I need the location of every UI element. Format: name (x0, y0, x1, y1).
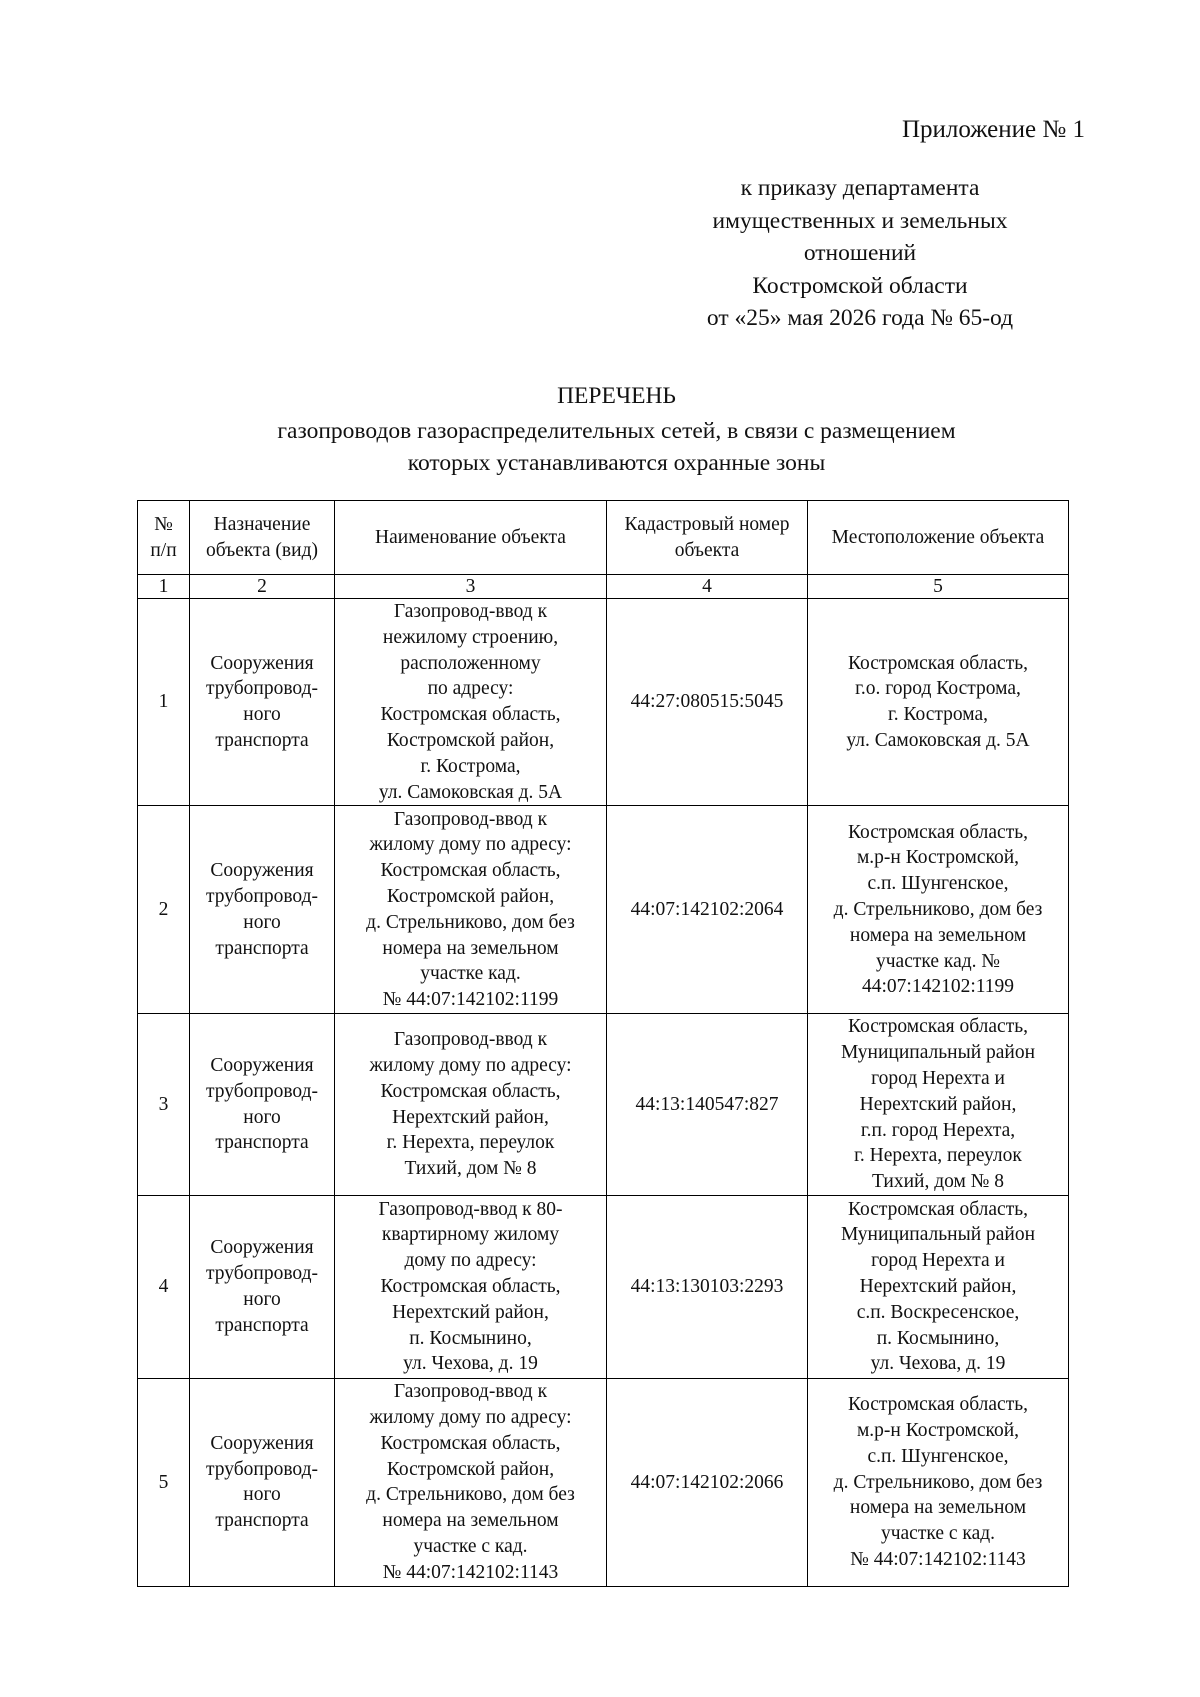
object-location-line: г. Нерехта, переулок (854, 1145, 1022, 1167)
object-type-cell (190, 1378, 335, 1586)
header-text: Кадастровый номер (624, 513, 790, 535)
row-number: 2 (138, 806, 190, 1014)
header-cell-number (138, 501, 190, 575)
object-location-line: с.п. Воскресенское, (856, 1301, 1020, 1323)
object-name-cell (335, 599, 607, 806)
object-type-line: транспорта (215, 729, 309, 751)
header-text: объекта (674, 539, 740, 561)
column-number: 2 (190, 575, 335, 599)
object-name-cell (335, 806, 607, 1014)
object-type-line: транспорта (215, 937, 309, 959)
object-name-line: жилому дому по адресу: (369, 1407, 572, 1429)
object-location-cell (808, 599, 1069, 806)
object-name-line: Костромская область, (380, 1432, 561, 1454)
object-location-line: м.р-н Костромской, (856, 847, 1020, 869)
table-row (138, 1378, 1069, 1586)
object-location-line: участке кад. № (875, 950, 1001, 972)
row-number: 5 (138, 1378, 190, 1586)
header-text: № (154, 513, 173, 535)
object-location-line: № 44:07:142102:1143 (850, 1548, 1026, 1570)
object-location-line: город Нерехта и (871, 1067, 1005, 1089)
object-type-line: трубопровод- (205, 886, 319, 908)
appendix-number: Приложение № 1 (901, 116, 1085, 143)
subtitle-line: газопроводов газораспределительных сетей, в связи с размещением (277, 418, 956, 444)
object-location-line: Нерехтский район, (859, 1276, 1017, 1298)
object-location-line: д. Стрельниково, дом без (833, 898, 1043, 920)
object-name-line: номера на земельном (382, 937, 559, 959)
object-location-line: м.р-н Костромской, (856, 1419, 1020, 1441)
object-name-line: Газопровод-ввод к (393, 601, 548, 622)
object-name-line: Костромская область, (380, 704, 561, 726)
object-name-cell (335, 1014, 607, 1196)
order-line: имущественных и земельных (712, 207, 1008, 234)
object-name-line: Костромская область, (380, 1276, 561, 1298)
object-location-cell (808, 1195, 1069, 1378)
object-location-line: г.п. город Нерехта, (860, 1119, 1016, 1141)
order-line: Костромской области (752, 272, 968, 299)
object-name-line: участке кад. (420, 963, 521, 985)
object-type-line: Сооружения (210, 860, 314, 882)
object-name-line: Газопровод-ввод к (393, 1029, 548, 1051)
object-type-line: транспорта (215, 1314, 309, 1336)
object-location-line: г. Кострома, (887, 704, 989, 726)
object-name-line: Газопровод-ввод к 80- (378, 1198, 563, 1220)
object-type-line: Сооружения (210, 1432, 314, 1454)
object-location-line: д. Стрельниково, дом без (833, 1471, 1043, 1493)
object-name-line: г. Нерехта, переулок (386, 1132, 555, 1154)
object-name-line: № 44:07:142102:1143 (382, 1561, 559, 1583)
document-title: ПЕРЕЧЕНЬ (557, 383, 676, 409)
object-type-line: ного (243, 1484, 281, 1506)
object-type-cell (190, 1014, 335, 1196)
object-name-line: Костромская область, (380, 1080, 561, 1102)
object-location-line: Костромская область, (847, 1016, 1028, 1038)
object-location-line: Костромская область, (847, 1394, 1028, 1416)
object-name-line: Костромской район, (386, 886, 555, 908)
object-name-line: дому по адресу: (404, 1250, 537, 1272)
object-name-line: № 44:07:142102:1199 (382, 989, 559, 1011)
document-subtitle (0, 415, 1200, 479)
object-type-line: транспорта (215, 1132, 309, 1154)
object-location-line: Муниципальный район (840, 1224, 1036, 1246)
row-number: 3 (138, 1014, 190, 1196)
object-name-line: Нерехтский район, (392, 1106, 549, 1128)
table-row (138, 1014, 1069, 1196)
object-type-line: ного (243, 704, 281, 726)
object-type-line: Сооружения (210, 1237, 314, 1259)
object-location-line: номера на земельном (849, 924, 1027, 946)
object-type-line: трубопровод- (205, 1080, 319, 1102)
column-number: 3 (335, 575, 607, 599)
row-number: 1 (138, 599, 190, 806)
object-name-line: Нерехтский район, (392, 1301, 549, 1323)
object-location-line: г.о. город Кострома, (855, 678, 1021, 700)
object-location-line: с.п. Шунгенское, (867, 1445, 1009, 1467)
object-type-cell (190, 599, 335, 806)
object-name-line: жилому дому по адресу: (369, 1055, 572, 1077)
object-type-line: ного (243, 1106, 281, 1128)
object-type-line: транспорта (215, 1510, 309, 1532)
table-body (138, 599, 1069, 1587)
object-location-line: Муниципальный район (840, 1042, 1036, 1064)
table-row (138, 599, 1069, 806)
cadastral-number: 44:13:140547:827 (607, 1014, 808, 1196)
object-name-cell (335, 1195, 607, 1378)
object-name-line: Костромская область, (380, 860, 561, 882)
object-name-line: Газопровод-ввод к (393, 808, 548, 830)
object-type-line: ного (243, 911, 281, 933)
column-number: 1 (138, 575, 190, 599)
header-cell-type (190, 501, 335, 575)
object-location-line: 44:07:142102:1199 (861, 976, 1015, 998)
cadastral-number: 44:27:080515:5045 (607, 599, 808, 806)
object-name-line: Газопровод-ввод к (393, 1381, 548, 1403)
object-type-line: ного (243, 1288, 281, 1310)
object-name-line: участке с кад. (413, 1536, 528, 1558)
object-type-cell (190, 806, 335, 1014)
header-cell-cadastral (607, 501, 808, 575)
object-location-line: город Нерехта и (871, 1250, 1005, 1272)
header-text: объекта (вид) (206, 539, 318, 561)
object-name-cell (335, 1378, 607, 1586)
object-location-line: участке с кад. (880, 1523, 996, 1545)
object-name-line: жилому дому по адресу: (369, 834, 572, 856)
object-name-line: п. Космынино, (409, 1327, 532, 1349)
object-type-cell (190, 1195, 335, 1378)
object-type-line: трубопровод- (205, 678, 319, 700)
row-number: 4 (138, 1195, 190, 1378)
object-location-line: Костромская область, (847, 1198, 1028, 1220)
object-location-line: ул. Чехова, д. 19 (870, 1353, 1006, 1375)
object-name-line: номера на земельном (382, 1510, 559, 1532)
object-location-line: ул. Самоковская д. 5А (846, 729, 1030, 751)
object-name-line: ул. Самоковская д. 5А (378, 781, 563, 803)
object-name-line: по адресу: (427, 678, 514, 700)
table-row (138, 1195, 1069, 1378)
column-number-row (138, 575, 1069, 599)
object-location-line: номера на земельном (849, 1497, 1027, 1519)
table-header-row (138, 501, 1069, 575)
object-location-line: с.п. Шунгенское, (867, 873, 1009, 895)
header-text: Наименование объекта (375, 526, 566, 548)
cadastral-number: 44:07:142102:2064 (607, 806, 808, 1014)
object-name-line: Костромской район, (386, 729, 555, 751)
header-cell-name (335, 501, 607, 575)
object-name-line: нежилому строению, (382, 626, 559, 648)
object-location-cell (808, 1014, 1069, 1196)
table-row (138, 806, 1069, 1014)
column-number: 5 (808, 575, 1069, 599)
order-reference (630, 172, 1090, 335)
object-name-line: квартирному жилому (381, 1224, 560, 1246)
order-line: к приказу департамента (740, 175, 980, 201)
object-location-line: Тихий, дом № 8 (872, 1171, 1004, 1193)
object-name-line: ул. Чехова, д. 19 (403, 1353, 538, 1375)
object-type-line: трубопровод- (205, 1458, 319, 1480)
subtitle-line: которых устанавливаются охранные зоны (407, 450, 826, 476)
object-location-line: Костромская область, (847, 652, 1028, 674)
column-number: 4 (607, 575, 808, 599)
object-location-line: п. Космынино, (876, 1327, 1000, 1349)
object-type-line: трубопровод- (205, 1263, 319, 1285)
order-line: отношений (803, 240, 917, 266)
object-name-line: д. Стрельниково, дом без (366, 911, 575, 933)
header-text: п/п (150, 539, 177, 561)
object-name-line: г. Кострома, (420, 755, 521, 777)
object-name-line: д. Стрельниково, дом без (366, 1484, 575, 1506)
cadastral-number: 44:07:142102:2066 (607, 1378, 808, 1586)
object-location-line: Костромская область, (847, 821, 1028, 843)
header-text: Назначение (213, 513, 311, 535)
order-line: от «25» мая 2026 года № 65-од (706, 305, 1014, 331)
object-type-line: Сооружения (210, 1055, 314, 1077)
object-location-line: Нерехтский район, (859, 1093, 1017, 1115)
header-text: Местоположение объекта (831, 526, 1045, 548)
cadastral-number: 44:13:130103:2293 (607, 1195, 808, 1378)
object-name-line: Костромской район, (386, 1458, 555, 1480)
object-type-line: Сооружения (210, 652, 314, 674)
object-name-line: расположенному (400, 652, 541, 674)
header-cell-location (808, 501, 1069, 575)
object-location-cell (808, 806, 1069, 1014)
object-location-cell (808, 1378, 1069, 1586)
gas-pipelines-table (137, 500, 1069, 1587)
object-name-line: Тихий, дом № 8 (404, 1158, 537, 1180)
